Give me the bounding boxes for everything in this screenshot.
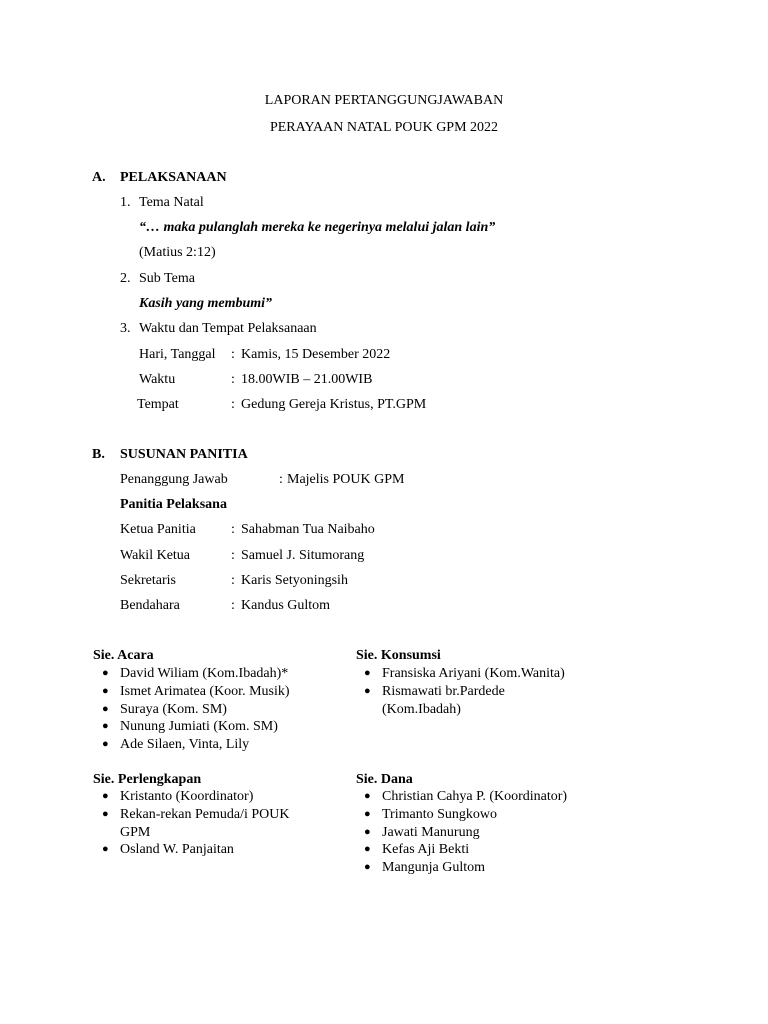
bullet-icon: ● — [102, 667, 109, 679]
list-item: ● Trimanto Sungkowo — [364, 806, 498, 822]
schedule-place-value: Gedung Gereja Kristus, PT.GPM — [241, 397, 427, 412]
schedule-date-key: Hari, Tanggal — [139, 347, 216, 362]
sekretaris-sep: : — [231, 573, 235, 588]
sie-dana-title: Sie. Dana — [356, 772, 413, 787]
schedule-time-value: 18.00WIB – 21.00WIB — [241, 372, 373, 387]
item-1-number: 1. — [120, 195, 131, 210]
list-item: ● Rekan-rekan Pemuda/i POUK GPM — [102, 806, 290, 840]
ketua-sep: : — [231, 522, 235, 537]
penanggung-jawab-sep: : — [279, 472, 283, 487]
item-2-label: Sub Tema — [139, 271, 195, 286]
list-item: ● Suraya (Kom. SM) — [102, 701, 227, 717]
list-item: ● Nunung Jumiati (Kom. SM) — [102, 719, 278, 735]
schedule-time-sep: : — [231, 372, 235, 387]
bullet-icon: ● — [102, 684, 109, 697]
schedule-date-value: Kamis, 15 Desember 2022 — [241, 347, 391, 362]
sie-konsumsi-title: Sie. Konsumsi — [356, 648, 441, 663]
bullet-icon: ● — [364, 667, 371, 679]
bullet-icon: ● — [364, 790, 371, 802]
document-title-line2: PERAYAAN NATAL POUK GPM 2022 — [269, 120, 499, 135]
sie-konsumsi-list — [356, 665, 565, 718]
schedule-date-sep: : — [231, 347, 235, 362]
konsumsi-wrap-line: (Kom.Ibadah) — [382, 701, 461, 717]
bendahara-key: Bendahara — [120, 598, 180, 613]
subtheme-quote: Kasih yang membumi” — [139, 296, 273, 311]
penanggung-jawab-value: Majelis POUK GPM — [287, 472, 405, 487]
bullet-icon: ● — [102, 720, 109, 733]
ketua-key: Ketua Panitia — [120, 522, 196, 537]
wakil-ketua-value: Samuel J. Situmorang — [241, 548, 365, 563]
bullet-icon: ● — [102, 790, 109, 802]
wakil-ketua-sep: : — [231, 548, 235, 563]
wakil-ketua-key: Wakil Ketua — [120, 548, 191, 563]
document-title-line1: LAPORAN PERTANGGUNGJAWABAN — [264, 93, 504, 108]
list-item: ● Ade Silaen, Vinta, Lily — [102, 737, 250, 753]
item-3-label: Waktu dan Tempat Pelaksanaan — [139, 321, 317, 336]
perlengkapan-wrap-line: GPM — [120, 824, 151, 840]
list-item: ● Kristanto (Koordinator) — [102, 789, 254, 804]
list-item: ● Ismet Arimatea (Koor. Musik) — [102, 683, 290, 699]
item-1-label: Tema Natal — [139, 195, 204, 210]
list-item: ● Fransiska Ariyani (Kom.Wanita) — [364, 666, 565, 681]
theme-quote: “… maka pulanglah mereka ke negerinya melalui jalan lain” — [139, 220, 496, 235]
sie-perlengkapan-list — [94, 788, 290, 859]
list-item: ● Mangunja Gultom — [364, 860, 486, 876]
sie-perlengkapan-title: Sie. Perlengkapan — [93, 772, 202, 787]
bullet-icon: ● — [364, 861, 371, 874]
ketua-value: Sahabman Tua Naibaho — [241, 522, 375, 537]
list-item: ● Jawati Manurung — [364, 824, 480, 840]
bullet-icon: ● — [102, 738, 109, 751]
section-b-letter: B. — [92, 447, 105, 462]
bullet-icon: ● — [102, 807, 109, 820]
sie-acara-list — [94, 665, 290, 754]
list-item: ● Osland W. Panjaitan — [102, 842, 234, 858]
sie-dana-list — [356, 788, 567, 877]
penanggung-jawab-key: Penanggung Jawab — [120, 472, 228, 487]
list-item: ● David Wiliam (Kom.Ibadah)* — [102, 666, 289, 681]
item-2-number: 2. — [120, 271, 131, 286]
bullet-icon: ● — [364, 825, 371, 838]
sie-acara-title: Sie. Acara — [93, 648, 154, 663]
section-a-heading: PELAKSANAAN — [120, 170, 227, 185]
bendahara-value: Kandus Gultom — [241, 598, 331, 613]
panitia-pelaksana-heading: Panitia Pelaksana — [120, 497, 227, 512]
list-item: ● Kefas Aji Bekti — [364, 842, 470, 858]
bullet-icon: ● — [364, 684, 371, 697]
sekretaris-key: Sekretaris — [120, 573, 176, 588]
section-b-heading: SUSUNAN PANITIA — [120, 447, 248, 462]
bullet-icon: ● — [364, 843, 371, 856]
bullet-icon: ● — [102, 702, 109, 715]
schedule-place-key: Tempat — [137, 397, 179, 412]
bullet-icon: ● — [102, 843, 109, 856]
bullet-icon: ● — [364, 807, 371, 820]
item-3-number: 3. — [120, 321, 131, 336]
schedule-time-key: Waktu — [139, 372, 176, 387]
section-a-letter: A. — [92, 170, 106, 185]
theme-reference: (Matius 2:12) — [139, 245, 216, 260]
schedule-place-sep: : — [231, 397, 235, 412]
bendahara-sep: : — [231, 598, 235, 613]
list-item: ● Rismawati br.Pardede (Kom.Ibadah) — [356, 683, 565, 719]
sekretaris-value: Karis Setyoningsih — [241, 573, 348, 588]
list-item: ● Christian Cahya P. (Koordinator) — [364, 789, 568, 804]
